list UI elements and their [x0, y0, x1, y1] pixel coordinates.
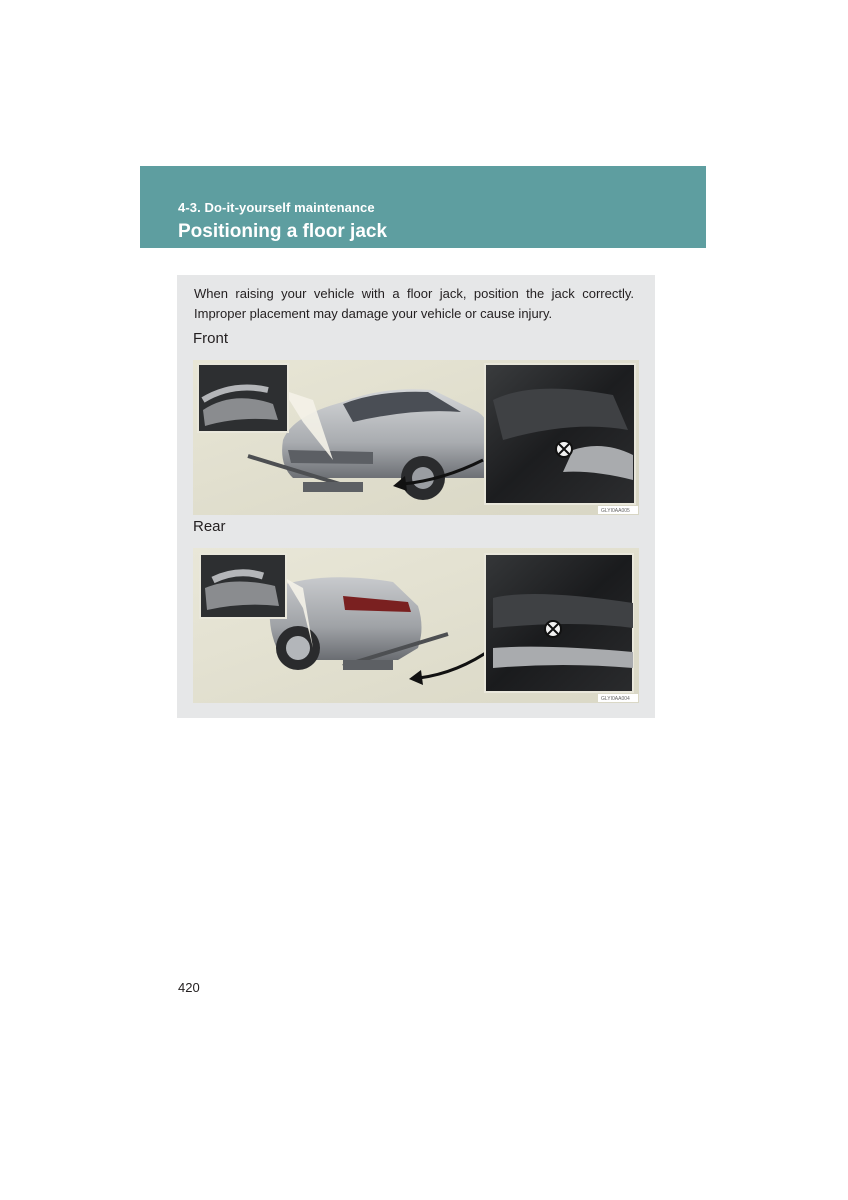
header-band — [140, 166, 706, 248]
front-jack-svg — [193, 360, 639, 515]
rear-jack-svg — [193, 548, 639, 703]
page-number: 420 — [178, 980, 200, 995]
rear-figure-code: GLYI0AA004 — [601, 696, 630, 702]
page-title: Positioning a floor jack — [178, 221, 388, 242]
front-heading: Front — [193, 330, 229, 347]
front-figure-code: GLYI0AA005 — [601, 508, 630, 514]
rear-jack-illustration — [193, 548, 639, 703]
rear-heading: Rear — [193, 518, 226, 535]
content-box — [177, 275, 655, 718]
intro-text: When raising your vehicle with a floor jack, position the jack correctly. Improper placement may damage your vehicle or cause injury. — [194, 286, 634, 321]
front-jack-illustration — [193, 360, 639, 515]
section-label: 4-3. Do-it-yourself maintenance — [178, 200, 375, 215]
